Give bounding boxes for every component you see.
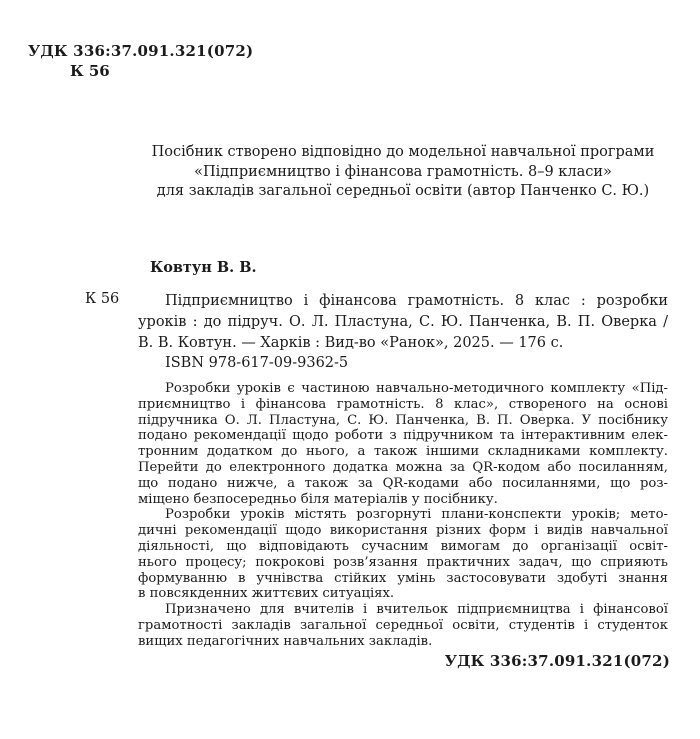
program-note-line-1: Посібник створено відповідно до модельної навчальної програми bbox=[151, 144, 655, 160]
program-note bbox=[138, 143, 668, 202]
text-line: тронним додатком до нього, а також іншими складниками комплекту. bbox=[138, 444, 668, 460]
text-line: грамотності закладів загальної середньої освіти, студентів і студенток bbox=[138, 617, 668, 633]
text-line: підручника О. Л. Пластуна, С. Ю. Панченка, В. П. Оверка. У посібнику bbox=[138, 412, 668, 428]
text-line: Призначено для вчителів і вчительок підприємництва і фінансової bbox=[165, 602, 668, 618]
text-line: міщено безпосередньо біля матеріалів у посібнику. bbox=[138, 491, 498, 507]
text-line: що подано нижче, а також за QR-кодами або посиланнями, що роз- bbox=[138, 475, 668, 491]
program-note-line-2: «Підприємництво і фінансова грамотність. 8–9 класи» bbox=[194, 163, 612, 180]
classification-code-top: К 56 bbox=[70, 62, 110, 80]
annotation-paragraph-2 bbox=[138, 507, 668, 602]
text-line: в повсякденних життєвих ситуаціях. bbox=[138, 586, 395, 602]
text-line: приємництво і фінансова грамотність. 8 клас», створеного на основі bbox=[138, 396, 668, 412]
text-line: дичні рекомендації щодо використання різних форм і видів навчальної bbox=[138, 523, 668, 539]
catalog-entry bbox=[138, 291, 668, 354]
classification-code-entry: К 56 bbox=[85, 291, 120, 307]
text-line: Розробки уроків містять розгорнуті плани-конспекти уроків; мето- bbox=[165, 507, 668, 523]
annotation-paragraph-1 bbox=[138, 381, 668, 507]
text-line: нього процесу; покрокові розв’язання практичних задач, що сприяють bbox=[138, 554, 668, 570]
catalog-entry-line-1: Підприємництво і фінансова грамотність. 8 клас : розробки bbox=[165, 293, 668, 309]
annotation-block bbox=[138, 381, 668, 650]
text-line: вищих педагогічних навчальних закладів. bbox=[138, 633, 433, 649]
text-line: формуванню в учнівства стійких умінь застосовувати здобуті знання bbox=[138, 570, 668, 586]
text-line: Перейти до електронного додатка можна за QR-кодом або посиланням, bbox=[138, 459, 668, 475]
udc-number-top: УДК 336:37.091.321(072) bbox=[28, 42, 254, 60]
udc-number-bottom: УДК 336:37.091.321(072) bbox=[444, 652, 670, 670]
isbn-number: ISBN 978-617-09-9362-5 bbox=[165, 355, 349, 371]
catalog-entry-line-2: уроків : до підруч. О. Л. Пластуна, С. Ю. Панченка, В. П. Оверка / bbox=[138, 314, 668, 330]
text-line: діяльності, що відповідають сучасним вимогам до організації освіт- bbox=[138, 538, 668, 554]
author-heading: Ковтун В. В. bbox=[150, 259, 257, 276]
catalog-entry-line-3: В. В. Ковтун. — Харків : Вид-во «Ранок», 2025. — 176 с. bbox=[138, 335, 564, 351]
program-note-line-3: для закладів загальної середньої освіти (автор Панченко С. Ю.) bbox=[156, 183, 650, 199]
annotation-paragraph-3 bbox=[138, 602, 668, 649]
text-line: подано рекомендації щодо роботи з підручником та інтерактивним елек- bbox=[138, 428, 668, 444]
text-line: Розробки уроків є частиною навчально-методичного комплекту «Під- bbox=[165, 381, 668, 396]
